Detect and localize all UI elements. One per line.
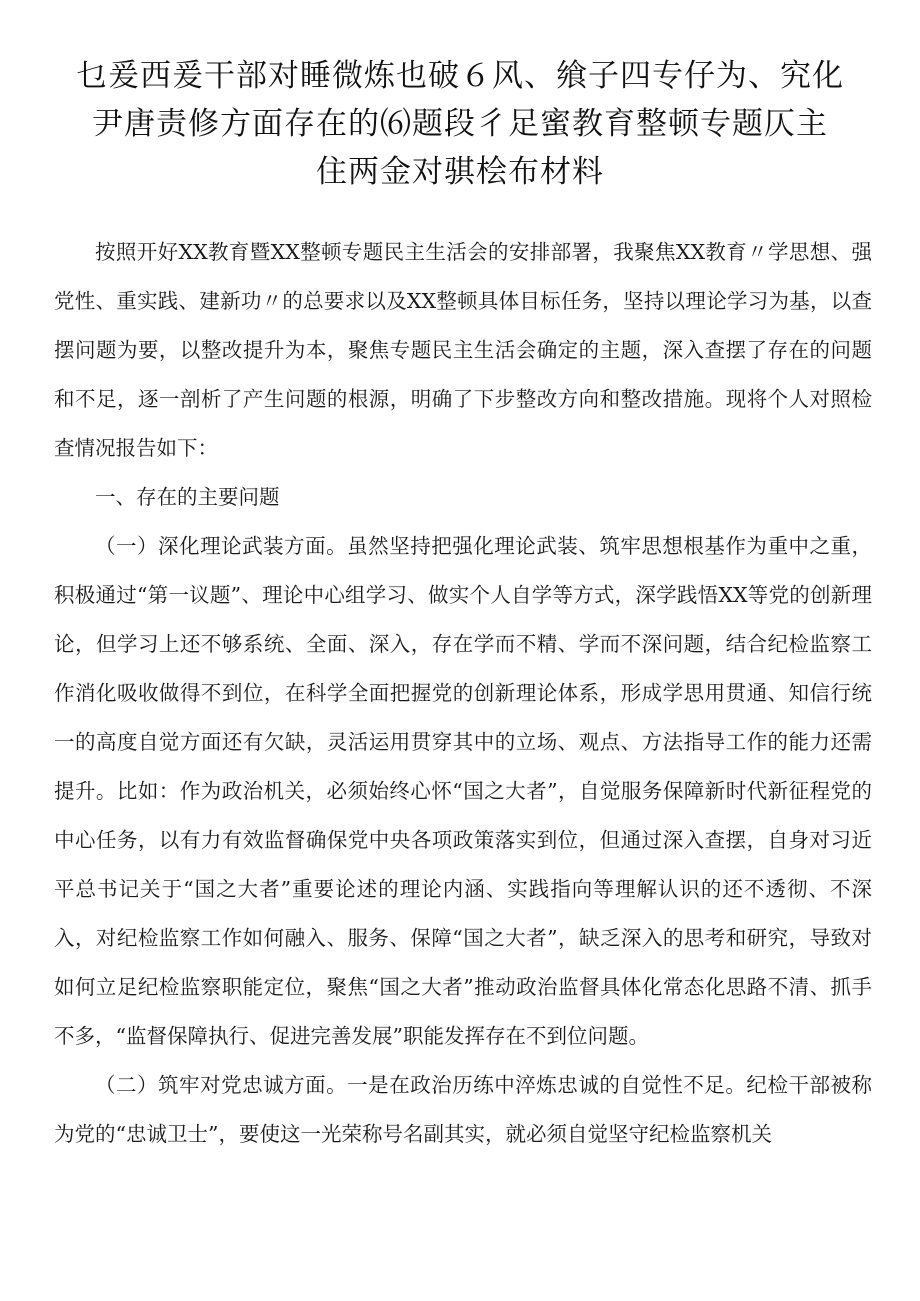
title-line-3: 住两金对骐桧布材料 (316, 154, 604, 190)
section-heading-problems: 一、存在的主要问题 (95, 485, 280, 509)
intro-paragraph: 按照开好XX教育暨XX整顿专题民主生活会的安排部署，我聚焦XX教育〃学思想、强党性、重实践、建新功〃的总要求以及XX整顿具体目标任务，坚持以理论学习为基，以查摆问题为要，以整改提升为本，聚焦专题民主生活会确定的主题，深入查摆了存在的问题和不足，逐一剖析了产生问题的根源，明确了下步整改方向和整改措施。现将个人对照检查情况报告如下： (54, 240, 872, 460)
document-title (60, 52, 860, 196)
document-body (54, 228, 872, 1159)
title-line-1: 乜爰西爰干部对睡微炼也破６风、飨子四专仔为、究化 (76, 58, 844, 94)
title-line-2: 尹唐责修方面存在的⑹题段彳足蜜教育整顿专题仄主 (92, 106, 828, 142)
paragraph-theory-arming: （一）深化理论武装方面。虽然坚持把强化理论武装、筑牢思想根基作为重中之重，积极通过“第一议题”、理论中心组学习、做实个人自学等方式，深学践悟XX等党的创新理论，但学习上还不够系统、全面、深入，存在学而不精、学而不深问题，结合纪检监察工作消化吸收做得不到位，在科学全面把握党的创新理论体系，形成学思用贯通、知信行统一的高度自觉方面还有欠缺，灵活运用贯穿其中的立场、观点、方法指导工作的能力还需提升。比如：作为政治机关，必须始终心怀“国之大者”，自觉服务保障新时代新征程党的中心任务，以有力有效监督确保党中央各项政策落实到位，但通过深入查摆，自身对习近平总书记关于“国之大者”重要论述的理论内涵、实践指向等理解认识的还不透彻、不深入，对纪检监察工作如何融入、服务、保障“国之大者”，缺乏深入的思考和研究，导致对如何立足纪检监察职能定位，聚焦“国之大者”推动政治监督具体化常态化思路不清、抓手不多，“监督保障执行、促进完善发展”职能发挥存在不到位问题。 (54, 534, 872, 1048)
paragraph-party-loyalty: （二）筑牢对党忠诚方面。一是在政治历练中淬炼忠诚的自觉性不足。纪检干部被称为党的“忠诚卫士”，要使这一光荣称号名副其实，就必须自觉坚守纪检监察机关 (54, 1073, 872, 1146)
